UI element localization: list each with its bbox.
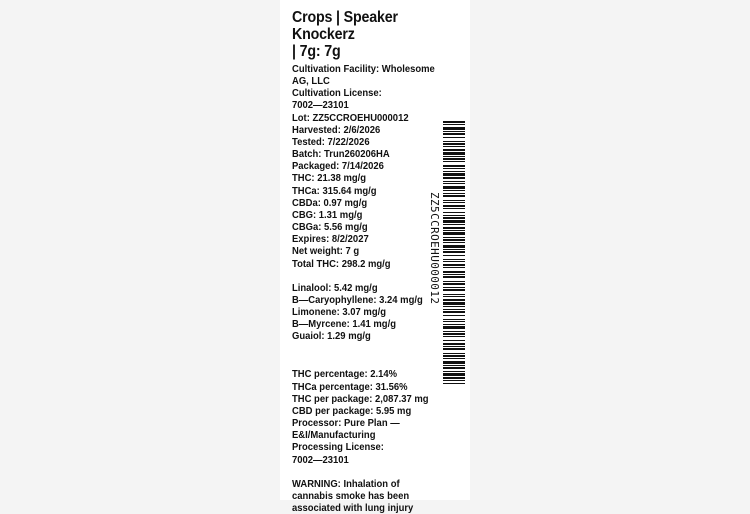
product-title [292, 9, 439, 60]
barcode-bar [443, 127, 465, 130]
barcode-bar [443, 353, 465, 354]
barcode-bar [443, 156, 465, 157]
processor-line: 7002—23101 [292, 453, 349, 466]
barcode-bar [443, 373, 465, 376]
detail-line: 7002—23101 [292, 99, 349, 112]
barcode-bar [443, 171, 465, 172]
barcode-bar [443, 311, 465, 313]
processor-line: Processing License: [292, 441, 384, 454]
barcode-bar [443, 124, 465, 125]
barcode-bar [443, 141, 465, 142]
barcode-bar [443, 249, 465, 250]
warning-text [292, 478, 437, 514]
barcode-bar [443, 333, 465, 335]
barcode-number [428, 192, 442, 312]
barcode-bar [443, 121, 465, 123]
barcode-bar [443, 173, 465, 176]
terpene-list [292, 282, 437, 343]
potency-processor-details [292, 368, 437, 465]
barcode-bar [443, 377, 465, 379]
potency-line: THC per package: 2,087.37 mg [292, 392, 429, 405]
potency-line: THCa percentage: 31.56% [292, 380, 408, 393]
barcode-bar [443, 217, 465, 219]
processor-line: Processor: Pure Plan — [292, 417, 400, 430]
barcode-bar [443, 152, 465, 155]
barcode-bar [443, 255, 465, 256]
barcode [443, 121, 465, 384]
barcode-bar [443, 324, 465, 325]
detail-line: Lot: ZZ5CCROEHU000012 [292, 111, 409, 124]
detail-line: Cultivation License: [292, 87, 382, 100]
barcode-bar [443, 259, 465, 260]
detail-line: Expires: 8/2/2027 [292, 233, 369, 246]
barcode-bar [443, 224, 465, 225]
barcode-bar [443, 215, 465, 216]
barcode-bar [443, 283, 465, 285]
barcode-bar [443, 200, 465, 201]
terpene-line: B—Myrcene: 1.41 mg/g [292, 318, 396, 331]
barcode-bar [443, 149, 465, 151]
barcode-bar [443, 261, 465, 262]
barcode-bar [443, 299, 465, 301]
barcode-bar [443, 336, 465, 337]
barcode-bar [443, 361, 465, 364]
barcode-bar [443, 137, 465, 138]
barcode-bar [443, 331, 465, 332]
barcode-bar [443, 321, 465, 322]
title-line-2: | 7g: 7g [292, 43, 341, 60]
barcode-bar [443, 296, 465, 297]
barcode-bar [443, 367, 465, 369]
barcode-bar [443, 181, 465, 182]
detail-line: CBG: 1.31 mg/g [292, 208, 363, 221]
warning-line: associated with lung injury [292, 502, 414, 514]
barcode-bar [443, 239, 465, 241]
barcode-bar [443, 190, 465, 191]
product-details [292, 63, 437, 270]
barcode-bar [443, 276, 465, 278]
title-line-1: Crops | Speaker Knockerz [292, 9, 398, 43]
potency-line: THC percentage: 2.14% [292, 368, 398, 381]
barcode-bar [443, 161, 465, 162]
terpene-line: Linalool: 5.42 mg/g [292, 281, 378, 294]
barcode-bar [443, 315, 465, 316]
barcode-bar [443, 289, 465, 291]
detail-line: Tested: 7/22/2026 [292, 135, 370, 148]
barcode-bar [443, 165, 465, 167]
barcode-number-text: ZZ5CCROEHU000012 [428, 192, 441, 305]
terpene-line: Limonene: 3.07 mg/g [292, 305, 386, 318]
barcode-bar [443, 340, 465, 341]
warning-line: WARNING: Inhalation of [292, 477, 400, 490]
detail-line: CBDa: 0.97 mg/g [292, 196, 368, 209]
barcode-bar [443, 326, 465, 329]
barcode-bar [443, 146, 465, 147]
barcode-bar [443, 264, 465, 266]
barcode-bar [443, 271, 465, 273]
barcode-bar [443, 242, 465, 243]
barcode-bar [443, 287, 465, 288]
detail-line: Net weight: 7 g [292, 245, 360, 258]
label-text-column [292, 9, 437, 514]
barcode-bar [443, 227, 465, 229]
barcode-bar [443, 294, 465, 295]
barcode-bar [443, 205, 465, 207]
detail-line: Packaged: 7/14/2026 [292, 160, 384, 173]
barcode-bar [443, 358, 465, 359]
barcode-bar [443, 371, 465, 372]
barcode-bar [443, 348, 465, 350]
barcode-bar [443, 193, 465, 194]
barcode-bar [443, 274, 465, 275]
barcode-bar [443, 232, 465, 235]
detail-line: Batch: Trun260206HA [292, 148, 390, 161]
detail-line: CBGa: 5.56 mg/g [292, 221, 368, 234]
barcode-bar [443, 251, 465, 253]
detail-line: THCa: 315.64 mg/g [292, 184, 377, 197]
detail-line: Cultivation Facility: Wholesome [292, 63, 435, 75]
barcode-bar [443, 158, 465, 160]
barcode-bar [443, 195, 465, 197]
barcode-bar [443, 168, 465, 169]
barcode-bar [443, 309, 465, 310]
barcode-bar [443, 365, 465, 366]
detail-line: Harvested: 2/6/2026 [292, 123, 381, 136]
barcode-bar [443, 133, 465, 135]
barcode-bar [443, 383, 465, 384]
barcode-bar [443, 380, 465, 381]
barcode-bar [443, 143, 465, 145]
barcode-bar [443, 306, 465, 307]
barcode-bar [443, 220, 465, 223]
potency-line: CBD per package: 5.95 mg [292, 404, 412, 417]
barcode-bar [443, 245, 465, 248]
terpene-line: Guaiol: 1.29 mg/g [292, 330, 371, 343]
barcode-bar [443, 302, 465, 305]
terpene-line: B—Caryophyllene: 3.24 mg/g [292, 293, 423, 306]
barcode-bar [443, 186, 465, 189]
barcode-bar [443, 230, 465, 231]
barcode-bar [443, 346, 465, 347]
warning-line: cannabis smoke has been [292, 489, 410, 502]
barcode-bar [443, 131, 465, 132]
detail-line: AG, LLC [292, 75, 330, 88]
barcode-bar [443, 177, 465, 179]
barcode-bar [443, 183, 465, 184]
detail-line: Total THC: 298.2 mg/g [292, 257, 391, 270]
barcode-bar [443, 202, 465, 203]
barcode-bar [443, 281, 465, 282]
barcode-bar [443, 237, 465, 238]
barcode-bar [443, 208, 465, 209]
barcode-bar [443, 355, 465, 357]
processor-line: E&I/Manufacturing [292, 429, 376, 442]
barcode-bar [443, 343, 465, 345]
barcode-bars [443, 121, 465, 384]
barcode-bar [443, 267, 465, 268]
detail-line: THC: 21.38 mg/g [292, 172, 367, 185]
barcode-bar [443, 212, 465, 213]
barcode-bar [443, 319, 465, 320]
